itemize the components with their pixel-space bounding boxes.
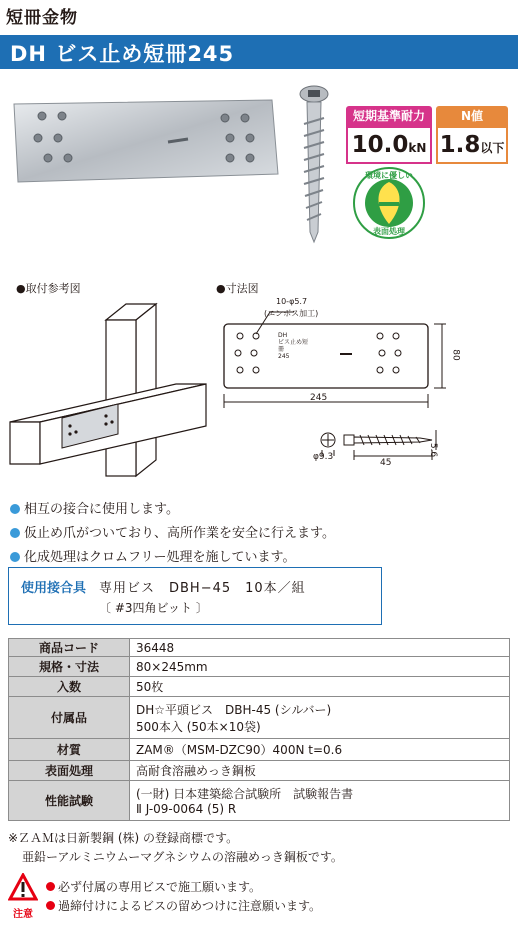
spec-key: 材質 (9, 739, 130, 761)
joint-box (8, 567, 382, 625)
red-dot-icon (46, 901, 55, 910)
plate-marking-line: 245 (278, 353, 290, 360)
joint-screw: 専用ビス DBH−45 10本／組 (99, 581, 306, 596)
caution-mark (8, 873, 38, 919)
table-row (9, 639, 510, 657)
product-title: DH ビス止め短冊245 (10, 42, 235, 66)
n-label-badge: N値 (436, 106, 508, 126)
strength-value: 10.0 (351, 132, 409, 158)
spec-value: 36448 (130, 639, 510, 657)
screw-head-dimension: φ9.3 (313, 452, 334, 462)
table-row (9, 677, 510, 697)
zam-trademark-note: ※ＺＡＭは日新製鋼 (株) の登録商標です。 (8, 831, 239, 845)
eco-logo (352, 166, 426, 240)
dimension-diagram-label: ●寸法図 (216, 282, 259, 295)
spec-value: ZAM®（MSM-DZC90）400N t=0.6 (130, 739, 510, 761)
screw-diameter-dimension: 5.6 (428, 442, 439, 458)
plate-marking-line: DH (278, 332, 288, 339)
joint-label: 使用接合具 (21, 581, 87, 596)
feature-item: 仮止め爪がついており、高所作業を安全に行えます。 (10, 522, 335, 541)
spec-key: 商品コード (9, 639, 130, 657)
spec-key: 規格・寸法 (9, 657, 130, 677)
joint-bit: 〔 #3四角ビット 〕 (99, 601, 208, 615)
hole-note: 10-φ5.7 (276, 297, 308, 306)
spec-value: 50枚 (130, 677, 510, 697)
screw-length-dimension: 45 (380, 458, 392, 468)
width-dimension: 245 (310, 393, 328, 403)
screw-photo (296, 84, 332, 244)
title-bar (0, 35, 518, 69)
red-dot-icon (46, 882, 55, 891)
bullet-dot-icon (10, 528, 20, 538)
emboss-note: (エンボス加工) (264, 309, 319, 318)
zam-material-note: 亜鉛ーアルミニウムーマグネシウムの溶融めっき鋼板です。 (22, 850, 343, 864)
spec-value: (一財) 日本建築総合試験所 試験報告書 Ⅱ J-09-0064 (5) R (130, 781, 510, 821)
spec-value: 80×245mm (130, 657, 510, 677)
plate-marking (278, 332, 310, 360)
spec-key: 付属品 (9, 697, 130, 739)
height-dimension: 80 (450, 349, 461, 361)
bullet-dot-icon (10, 552, 20, 562)
n-suffix: 以下 (480, 141, 505, 155)
install-diagram (6, 292, 216, 488)
plate-photo (10, 98, 280, 188)
spec-key: 入数 (9, 677, 130, 697)
n-value-badge (436, 126, 508, 164)
table-row (9, 739, 510, 761)
spec-table (8, 638, 510, 821)
category-heading: 短冊金物 (6, 8, 78, 28)
n-value: 1.8 (439, 132, 481, 158)
caution-item: 必ず付属の専用ビスで施工願います。 (46, 878, 261, 895)
feature-item: 相互の接合に使用します。 (10, 498, 179, 517)
table-row (9, 761, 510, 781)
warning-triangle-icon (8, 873, 38, 901)
spec-value: 高耐食溶融めっき鋼板 (130, 761, 510, 781)
strength-value-badge (346, 126, 432, 164)
spec-value: DH☆平頭ビス DBH-45 (シルバー) 500本入 (50本×10袋) (130, 697, 510, 739)
caution-label: 注意 (13, 909, 33, 920)
strength-unit: kN (408, 141, 427, 155)
table-row (9, 657, 510, 677)
eco-text-bottom: 表面処理 (373, 227, 405, 236)
strength-label-badge: 短期基準耐力 (346, 106, 432, 126)
table-row (9, 781, 510, 821)
install-diagram-label: ●取付参考図 (16, 282, 81, 295)
bullet-dot-icon (10, 504, 20, 514)
spec-key: 性能試験 (9, 781, 130, 821)
plate-marking-line: ビス止め短冊 (278, 339, 309, 353)
feature-item: 化成処理はクロムフリー処理を施しています。 (10, 546, 295, 565)
spec-key: 表面処理 (9, 761, 130, 781)
dimension-drawing (210, 290, 510, 470)
table-row (9, 697, 510, 739)
caution-item: 過締付けによるビスの留めつけに注意願います。 (46, 897, 321, 914)
eco-text-top: 環境に優しい (365, 171, 413, 180)
